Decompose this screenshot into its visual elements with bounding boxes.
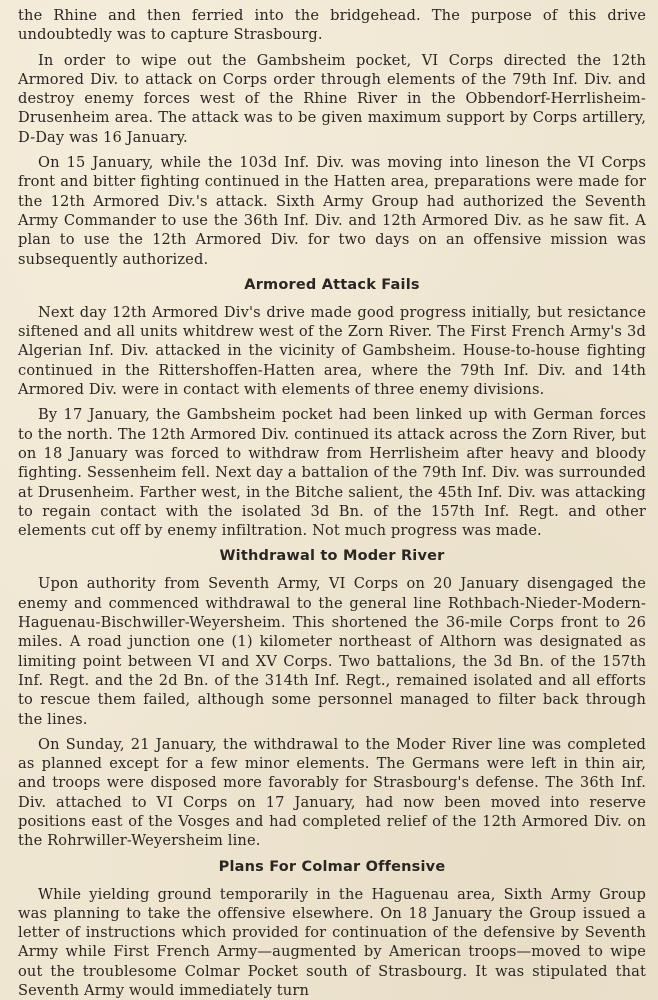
paragraph-colmar-plans: While yielding ground temporarily in the Haguenau area, Sixth Army Group was planning to take the offensive elsewhere. On 18 January the Group issued a letter of instructions which provided for continuation of the defensive by Seventh Army while First French Army—augmented by American troops—moved to wipe out the troublesome Colmar Pocket south of Strasbourg. It was stipulated that Seventh Army would immediately turn [18,885,646,1000]
paragraph-intro-continuation: the Rhine and then ferried into the bridgehead. The purpose of this drive undoubtedly was to capture Strasbourg. [18,7,646,44]
section-heading-armored-attack: Armored Attack Fails [244,276,420,293]
paragraph-21-january: On Sunday, 21 January, the withdrawal to the Moder River line was completed as planned except for a few minor elements. The Germans were left in thin air, and troops were disposed more favorably for Strasbourg's defense. The 36th Inf. Div. attached to VI Corps on 17 January, had now been moved into reserve positions east of the Vosges and had completed relief of the 12th Armored Div. on the Rohrwiller-Weyersheim line. [18,735,646,850]
paragraph-15-january: On 15 January, while the 103d Inf. Div. was moving into lineson the VI Corps front and bitter fighting continued in the Hatten area, preparations were made for the 12th Armored Div.'s attack. Sixth Army Group had authorized the Seventh Army Commander to use the 36th Inf. Div. and 12th Armored Div. as he saw fit. A plan to use the 12th Armored Div. for two days on an offensive mission was subsequently authorized. [18,154,646,268]
paragraph-17-january: By 17 January, the Gambsheim pocket had been linked up with German forces to the north. The 12th Armored Div. continued its attack across the Zorn River, but on 18 January was forced to withdraw from Herrlisheim after heavy and bloody fighting. Sessenheim fell. Next day a battalion of the 79th Inf. Div. was surrounded at Drusenheim. Farther west, in the Bitche salient, the 45th Inf. Div. was attacking to regain contact with the isolated 3d Bn. of the 157th Inf. Regt. and other elements cut off by enemy infiltration. Not much progress was made. [18,406,646,540]
paragraph-armored-drive: Next day 12th Armored Div's drive made good progress initially, but resictance siftened and all units whitdrew west of the Zorn River. The First French Army's 3d Algerian Inf. Div. attacked in the vicinity of Gambsheim. House-to-house fighting continued in the Rittershoffen-Hatten area, where the 79th Inf. Div. and 14th Armored Div. were in contact with elements of three enemy divisions. [18,303,646,399]
paragraph-gambsheim-pocket: In order to wipe out the Gambsheim pocket, VI Corps directed the 12th Armored Div. to attack on Corps order through elements of the 79th Inf. Div. and destroy enemy forces west of the Rhine River in the Obbendorf-Herrlisheim-Drusenheim area. The attack was to be given maximum support by Corps artillery, D-Day was 16 January. [18,51,646,146]
section-heading-withdrawal: Withdrawal to Moder River [219,548,445,565]
section-heading-colmar: Plans For Colmar Offensive [218,858,446,875]
paragraph-20-january: Upon authority from Seventh Army, VI Corps on 20 January disengaged the enemy and commenced withdrawal to the general line Rothbach-Nieder-Modern-Haguenau-Bischwiller-Weyersheim. This shortened the 36-mile Corps front to 26 miles. A road junction one (1) kilometer northeast of Althorn was designated as limiting point between VI and XV Corps. Two battalions, the 3d Bn. of the 157th Inf. Regt. and the 2d Bn. of the 314th Inf. Regt., remained isolated and all efforts to rescue them failed, although some personnel managed to filter back through the lines. [18,575,646,728]
